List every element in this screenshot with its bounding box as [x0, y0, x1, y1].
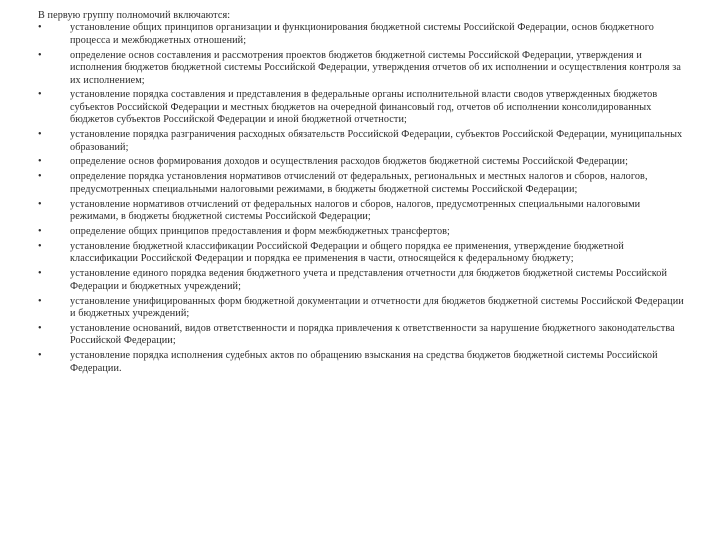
bullet-icon: • — [38, 268, 42, 280]
list-item-text: определение основ формирования доходов и осуществления расходов бюджетов бюджетной системы Российской Федерации; — [70, 156, 629, 168]
list-item — [38, 323, 690, 348]
bullet-icon: • — [38, 49, 42, 61]
list-item — [38, 22, 690, 47]
bullet-icon: • — [38, 226, 42, 237]
list-item — [38, 296, 690, 321]
list-item-text: установление унифицированных форм бюджетной документации и отчетности для бюджетов бюджетной системы Российской Федерации и бюджетных учреждений; — [70, 295, 684, 319]
list-item — [38, 268, 690, 293]
bullet-icon: • — [38, 295, 42, 307]
list-item — [38, 171, 690, 196]
bullet-icon: • — [38, 129, 42, 141]
list-item-text: установление единого порядка ведения бюджетного учета и представления отчетности для бюджетов бюджетной системы Российской Федерации и бюджетных учреждений; — [70, 268, 668, 292]
list-item — [38, 241, 690, 266]
list-item-text: установление бюджетной классификации Российской Федерации и общего порядка ее применения, утверждение бюджетной классификации Российской Федерации и порядка ее применения в части, относящейся к федеральному бюджету; — [70, 240, 624, 265]
list-item — [38, 129, 690, 154]
list-item — [38, 226, 690, 238]
list-item-text: установление порядка разграничения расходных обязательств Российской Федерации, субъектов Российской Федерации, муниципальных образований; — [70, 129, 683, 153]
bullet-icon: • — [38, 198, 42, 210]
list-item-text: определение основ составления и рассмотрения проектов бюджетов бюджетной системы Российской Федерации, утверждения и исполнения бюджетов бюджетной системы Российской Федерации, утверждения отчетов об их исполнении и осуществления контроля за их исполнением; — [70, 49, 681, 86]
list-item-text: установление порядка составления и представления в федеральные органы исполнительной власти сводов утвержденных бюджетов субъектов Российской Федерации и местных бюджетов на очередной финансовый год, отчетов об исполнении консолидированных бюджетов субъектов Российской Федерации и иной бюджетной отчетности; — [70, 89, 658, 126]
list-item-text: установление нормативов отчислений от федеральных налогов и сборов, налогов, предусмотренных специальными налоговыми режимами, в бюджеты бюджетной системы Российской Федерации; — [70, 198, 641, 223]
list-item-text: установление порядка исполнения судебных актов по обращению взыскания на средства бюджетов бюджетной системы Российской Федерации. — [70, 350, 658, 374]
list-item — [38, 89, 690, 126]
intro-text: В первую группу полномочий включаются: — [38, 10, 231, 21]
bullet-icon: • — [38, 171, 42, 183]
list-item — [38, 50, 690, 87]
bullet-icon: • — [38, 322, 42, 334]
bullet-icon: • — [38, 89, 42, 101]
bullet-icon: • — [38, 156, 42, 168]
list-item-text: определение порядка установления нормативов отчислений от федеральных, региональных и местных налогов и сборов, налогов, предусмотренных специальными налоговыми режимами, в бюджеты бюджетной системы Российской Федерации; — [70, 171, 648, 195]
list-item — [38, 350, 690, 375]
list-item-text: установление общих принципов организации и функционирования бюджетной системы Российской Федерации, основ бюджетного процесса и межбюджетных отношений; — [70, 22, 654, 46]
bullet-icon: • — [38, 350, 42, 362]
powers-list — [38, 22, 690, 375]
list-item-text: установление оснований, видов ответственности и порядка привлечения к ответственности за нарушение бюджетного законодательства Российской Федерации; — [70, 322, 675, 347]
list-item — [38, 199, 690, 224]
list-item-text: определение общих принципов предоставления и форм межбюджетных трансфертов; — [70, 226, 450, 237]
bullet-icon: • — [38, 22, 42, 34]
list-item — [38, 156, 690, 168]
bullet-icon: • — [38, 240, 42, 252]
